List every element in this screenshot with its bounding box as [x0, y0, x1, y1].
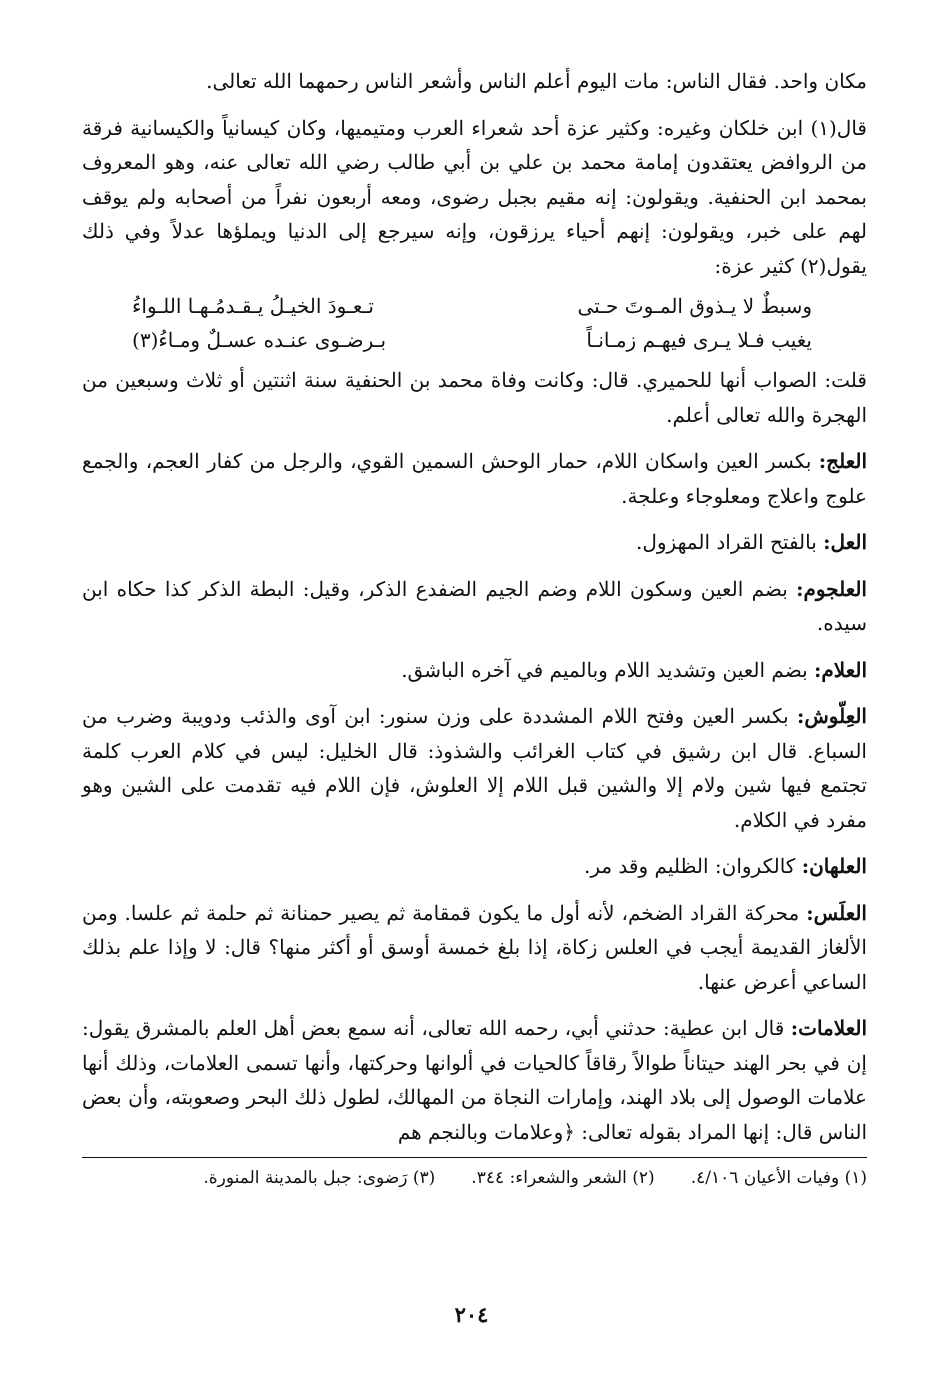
paragraph-kuthayyir: قال(١) ابن خلكان وغيره: وكثير عزة أحد شعراء العرب ومتيميها، وكان كيسانياً والكيسانية فرقة من الروافض يعتقدون إمامة محمد بن علي بن أبي طالب رضي الله تعالى عنه، وهو المعروف بمحمد ابن الحنفية. ويقولون: إنه مقيم بجبل رضوى، ومعه أربعون نفراً من أصحابه ولم يوقف لهم على خبر، ويقولون: إنهم أحياء يرزقون، وإنه سيرجع إلى الدنيا ويملؤها عدلاً وفي ذلك يقول(٢) كثير عزة: [82, 115, 867, 278]
footnote-2: (٢) الشعر والشعراء: ٣٤٤. [471, 1168, 655, 1188]
entry-term: العل: [823, 530, 867, 554]
paragraph-correction: قلت: الصواب أنها للحميري. قال: وكانت وفاة محمد بن الحنفية سنة اثنتين أو ثلاث وسبعين من الهجرة والله تعالى أعلم. [82, 368, 867, 427]
entry-ullam [82, 653, 867, 688]
poem-line-1 [82, 289, 867, 323]
entry-term: العلج: [818, 449, 867, 473]
entry-term: العلامات: [790, 1016, 867, 1040]
entry-illawsh [82, 699, 867, 837]
footnote-1: (١) وفيات الأعيان ٤/١٠٦. [690, 1168, 867, 1188]
entry-text: قال ابن عطية: حدثني أبي، رحمه الله تعالى، أنه سمع بعض أهل العلم بالمشرق يقول: إن في بحر الهند حيتاناً طوالاً رقاقاً كالحيات في ألوانها وحركتها، وأنها تسمى العلامات، وذلك أنها علامات الوصول إلى بلاد الهند، وإمارات النجاة من المهالك، لطول ذلك البحر وصعوبته، وأن بعض الناس قال: إنها المراد بقوله تعالى: ﴿وعلامات وبالنجم هم [82, 1016, 867, 1144]
entry-alamat [82, 1011, 867, 1149]
poem-line-1-right: وسبطٌ لا يـذوق المـوتَ حـتى [577, 294, 812, 318]
entry-text: بكسر العين واسكان اللام، حمار الوحش السمين القوي، والرجل من كفار العجم، والجمع علوج واعلاج ومعلوجاء وعلجة. [82, 449, 867, 508]
paragraph-intro: مكان واحد. فقال الناس: مات اليوم أعلم الناس وأشعر الناس رحمهما الله تعالى. [206, 69, 867, 93]
entry-term: العلهان: [801, 854, 867, 878]
page-number: ٢٠٤ [454, 1302, 489, 1327]
entry-text: بضم العين وسكون اللام وضم الجيم الضفدع الذكر، وقيل: البطة الذكر كذا حكاه ابن سيده. [82, 576, 867, 635]
footnote-divider [82, 1157, 867, 1158]
entry-term: العلَس: [806, 900, 867, 925]
entry-text: محركة القراد الضخم، لأنه أول ما يكون قمقامة ثم يصير حمنانة ثم حلمة ثم علسا. ومن الألغاز القديمة أيجب في العلس زكاة، إذا بلغ خمسة أوسق أو أكثر منها؟ قال: لا وإذا علم بذلك الساعي أعرض عنها. [82, 900, 867, 994]
entry-alas [82, 896, 867, 1000]
entry-text: بضم العين وتشديد اللام وبالميم في آخره الباشق. [401, 657, 814, 682]
entry-text: كالكروان: الظليم وقد مر. [583, 854, 802, 878]
poem-line-1-left: تـعـودَ الخيـلُ يـقـدمُـهـا اللـواءُ [132, 294, 374, 318]
entry-term: العلام: [814, 657, 867, 682]
footnote-3: (٣) رَضوى: جبل بالمدينة المنورة. [203, 1168, 436, 1188]
entry-ilj [82, 444, 867, 513]
entry-term: العِلّوش: [796, 704, 867, 728]
footnotes [82, 1168, 867, 1188]
poem-line-2 [82, 323, 867, 357]
entry-uljum [82, 572, 867, 641]
entry-text: بكسر العين وفتح اللام المشددة على وزن سنور: ابن آوى والذئب ودويبة وضرب من السباع. قال ابن رشيق في كتاب الغرائب والشذوذ: قال الخليل: ليس في كلام العرب كلمة تجتمع فيها شين ولام إلا والشين قبل اللام إلا العلوش، فإن اللام فيه تقدمت على الشين وهو مفرد في الكلام. [82, 704, 867, 832]
entry-alhan [82, 849, 867, 884]
poem-line-2-left: بـرضـوى عنـده عسـلٌ ومـاءُ(٣) [132, 328, 387, 352]
entry-term: العلجوم: [796, 576, 867, 601]
entry-al [82, 525, 867, 560]
page-body [82, 64, 867, 1188]
poem [82, 289, 867, 357]
entry-text: بالفتح القراد المهزول. [636, 530, 824, 554]
poem-line-2-right: يغيب فـلا يـرى فيهـم زمـانـاً [586, 328, 812, 352]
